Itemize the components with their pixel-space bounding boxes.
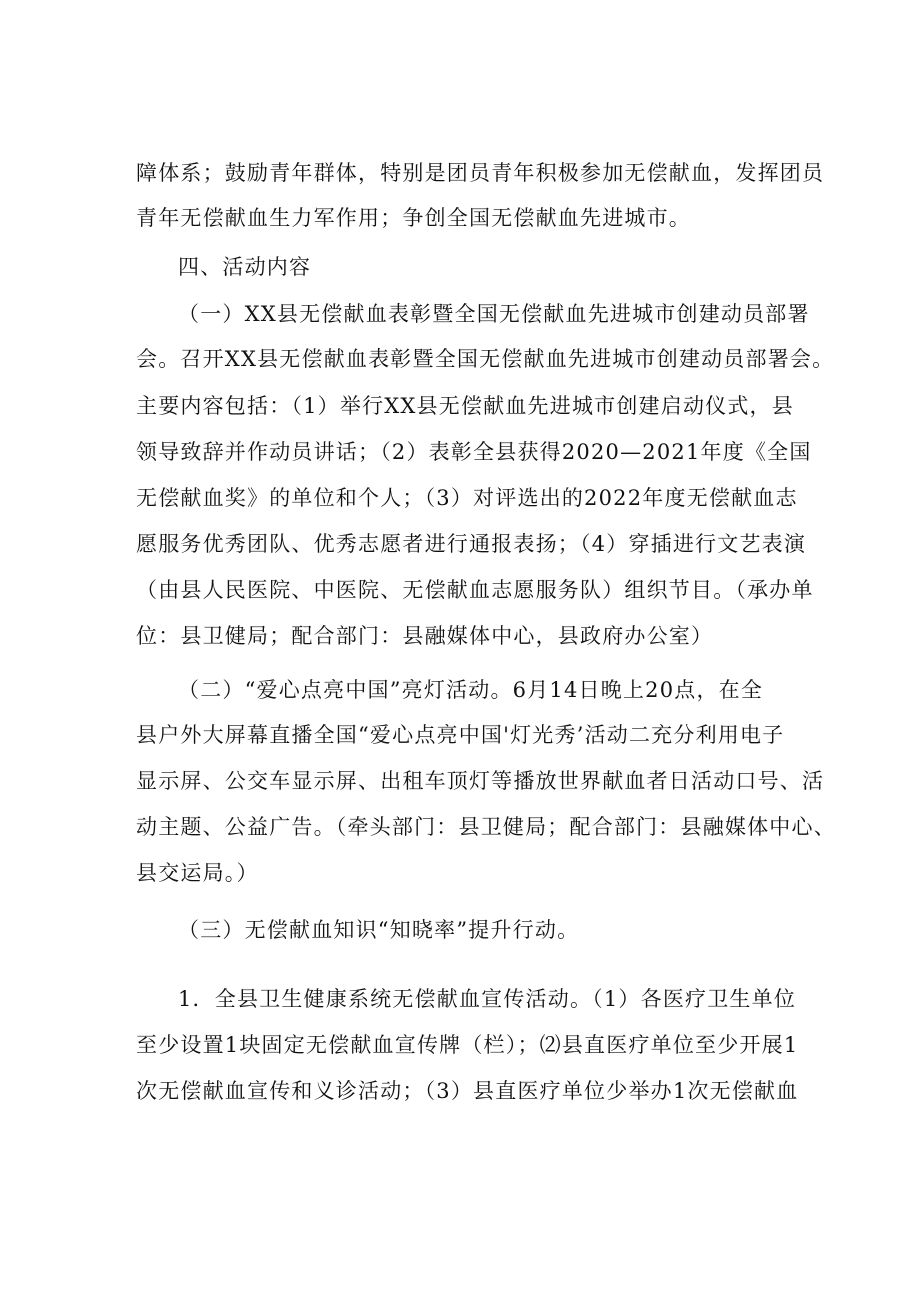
- text-line-12: （二）“爱心点亮中国”亮灯活动。6月14日晚上20点，在全: [178, 678, 764, 702]
- text-line-15: 动主题、公益广告。（牵头部门：县卫健局；配合部门：县融媒体中心、: [136, 815, 836, 839]
- text-line-11: 位：县卫健局；配合部门：县融媒体中心，县政府办公室）: [136, 624, 714, 648]
- section-heading-activity-content: 四、活动内容: [178, 255, 312, 279]
- text-line-14: 显示屏、公交车显示屏、出租车顶灯等播放世界献血者日活动口号、活: [136, 769, 825, 793]
- text-line-8: 无偿献血奖》的单位和个人；（3）对评选出的2022年度无偿献血志: [136, 486, 798, 510]
- text-line-17: （三）无偿献血知识“知晓率”提升行动。: [178, 918, 580, 942]
- text-line-10: （由县人民医院、中医院、无偿献血志愿服务队）组织节目。（承办单: [136, 578, 814, 602]
- text-line-7: 领导致辞并作动员讲话；（2）表彰全县获得2020—2021年度《全国: [136, 440, 812, 464]
- text-line-1: 障体系；鼓励青年群体，特别是团员青年积极参加无偿献血，发挥团员: [136, 161, 825, 185]
- text-line-6: 主要内容包括：（1）举行XX县无偿献血先进城市创建启动仪式，县: [136, 394, 794, 418]
- text-line-18: 1．全县卫生健康系统无偿献血宣传活动。（1）各医疗卫生单位: [178, 987, 797, 1011]
- text-line-9: 愿服务优秀团队、优秀志愿者进行通报表扬；（4）穿插进行文艺表演: [136, 532, 807, 556]
- text-line-20: 次无偿献血宣传和义诊活动；（3）县直医疗单位少举办1次无偿献血: [136, 1079, 799, 1103]
- text-line-5: 会。召开XX县无偿献血表彰暨全国无偿献血先进城市创建动员部署会。: [136, 347, 835, 371]
- text-line-13: 县户外大屏幕直播全国“爱心点亮中国'灯光秀’活动二充分利用电子: [136, 723, 785, 747]
- text-line-19: 至少设置1块固定无偿献血宣传牌（栏）；⑵县直医疗单位至少开展1: [136, 1033, 799, 1057]
- text-line-4: （一）XX县无偿献血表彰暨全国无偿献血先进城市创建动员部署: [178, 302, 810, 326]
- text-line-16: 县交运局。）: [136, 861, 259, 885]
- text-line-2: 青年无偿献血生力军作用；争创全国无偿献血先进城市。: [136, 206, 691, 230]
